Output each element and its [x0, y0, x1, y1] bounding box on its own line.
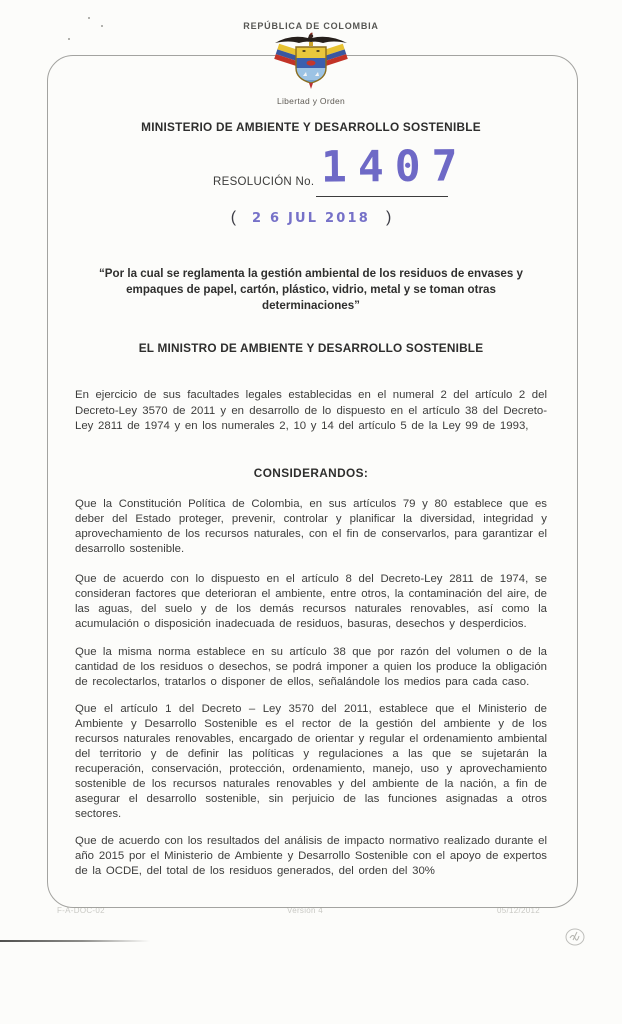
- resolution-number-row: [75, 140, 547, 204]
- considerando-paragraph: Que de acuerdo con los resultados del análisis de impacto normativo realizado durante el año 2015 por el Ministerio de Ambiente y Desarrollo Sostenible con el apoyo de expertos de la OCDE, del total de los residuos generados, del orden del 30%: [75, 834, 547, 877]
- scan-line-artifact: [0, 940, 150, 942]
- close-paren: ): [385, 209, 392, 226]
- resolution-label: RESOLUCIÓN No.: [213, 176, 315, 188]
- resolution-number-stamp: 1407: [320, 141, 469, 193]
- considerando-paragraph: Que el artículo 1 del Decreto – Ley 3570 del 2011, establece que el Ministerio de Ambiente y Desarrollo Sostenible es el rector de la gestión del ambiente y de los recursos naturales renovables, encargado de orientar y regular el ordenamiento ambiental del territorio y de definir las políticas y regulaciones a las que se sujetarán la recuperación, conservación, protección, ordenamiento, manejo, uso y aprovechamiento sostenible de los recursos naturales renovables y del ambiente de la nación, a fin de asegurar el desarrollo sostenible, sin perjuicio de las funciones asignadas a otros sectores.: [75, 702, 547, 820]
- date-stamp-row: [75, 208, 547, 228]
- considerando-paragraph: Que de acuerdo con lo dispuesto en el artículo 8 del Decreto-Ley 2811 de 1974, se consideran factores que deterioran el ambiente, entre otros, la contaminación del aire, de las aguas, del suelo y de los demás recursos naturales renovables, así como la acumulación o disposición inadecuada de residuos, basuras, desechos y desperdicios.: [75, 572, 547, 630]
- footer-version: Versión 4: [287, 906, 324, 915]
- resolution-number-underline: [316, 196, 448, 197]
- resolution-subject: “Por la cual se reglamenta la gestión ambiental de los residuos de envases y empaques de papel, cartón, plástico, vidrio, metal y se toman otras determinaciones”: [99, 267, 523, 312]
- issuer-title: EL MINISTRO DE AMBIENTE Y DESARROLLO SOSTENIBLE: [138, 341, 484, 355]
- form-footer: [47, 906, 576, 920]
- republic-header-label: REPÚBLICA DE COLOMBIA: [243, 21, 379, 31]
- document-body: [75, 120, 547, 879]
- considerandos-heading: CONSIDERANDOS:: [253, 465, 369, 480]
- colombia-coat-of-arms-icon: [267, 30, 355, 96]
- considerando-paragraph: Que la misma norma establece en su artículo 38 que por razón del volumen o de la cantidad de los residuos o desechos, se podrá imponer a quien los produce la obligación de recolectarlos, tratarlos o disponer de ellos, señalándole los medios para cada caso.: [75, 645, 547, 688]
- open-paren: (: [230, 209, 237, 226]
- ministry-title: MINISTERIO DE AMBIENTE Y DESARROLLO SOSTENIBLE: [141, 120, 481, 134]
- ink-speck: [68, 38, 70, 40]
- date-stamp: 2 6 JUL 2018: [252, 210, 370, 226]
- footer-date: 05/12/2012: [497, 906, 541, 915]
- considerando-paragraph: Que la Constitución Política de Colombia, en sus artículos 79 y 80 establece que es deber del Estado proteger, prevenir, controlar y planificar la diversidad, integridad y aprovechamiento de los recursos naturales, con el fin de conservarlos, para garantizar el desarrollo sostenible.: [75, 497, 547, 555]
- crest-motto-label: Libertad y Orden: [276, 96, 346, 106]
- footer-form-code: F-A-DOC-02: [57, 906, 105, 915]
- ink-speck: [88, 17, 90, 19]
- legal-preamble: En ejercicio de sus facultades legales establecidas en el numeral 2 del artículo 2 del Decreto-Ley 3570 de 2011 y en desarrollo de lo dispuesto en el artículo 38 del Decreto-Ley 2811 de 1974 y en los numerales 2, 10 y 14 del artículo 5 de la Ley 99 de 1993,: [75, 389, 547, 432]
- condor-icon: [275, 33, 347, 46]
- handwritten-mark: [560, 926, 590, 952]
